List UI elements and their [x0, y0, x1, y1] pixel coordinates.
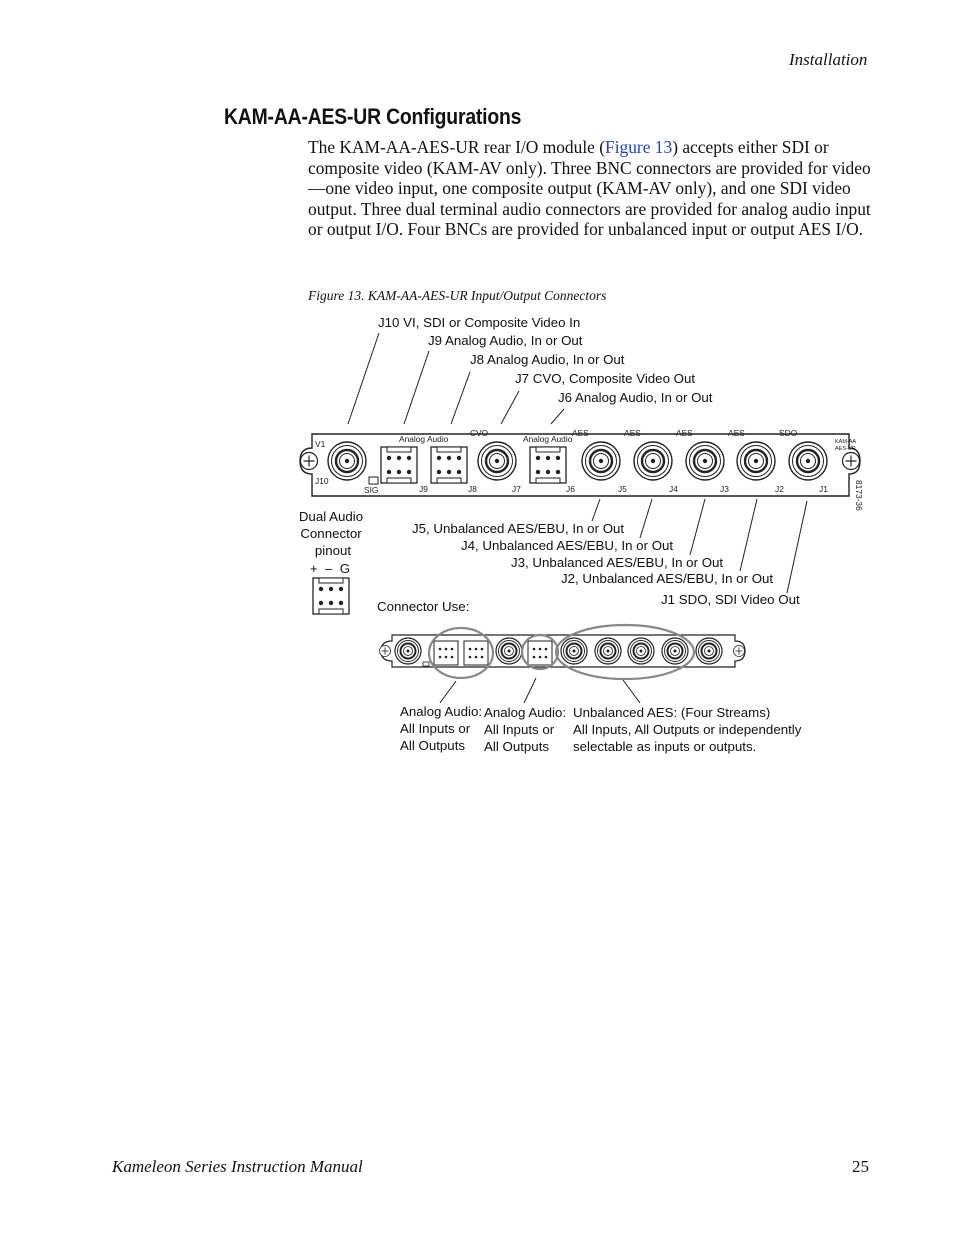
- paragraph-text-start: The KAM-AA-AES-UR rear I/O module (: [308, 137, 606, 157]
- section-title: KAM-AA-AES-UR Configurations: [224, 104, 522, 129]
- screw-right-icon: [843, 453, 860, 470]
- small-bnc-j10-icon: [395, 638, 421, 664]
- callout-j8: J8 Analog Audio, In or Out: [470, 352, 625, 367]
- panel-label-aes-4: AES: [728, 428, 745, 438]
- figure-caption: Figure 13. KAM-AA-AES-UR Input/Output Connectors: [308, 288, 607, 303]
- small-audio-j9-icon: [434, 641, 458, 665]
- audio-j8-icon: [431, 447, 467, 483]
- screw-left-icon: [301, 453, 318, 470]
- small-bnc-j3-icon: [628, 638, 654, 664]
- use-group3-line3: selectable as inputs or outputs.: [573, 739, 757, 754]
- panel-label-module-1: KAM-AA: [835, 439, 857, 445]
- bnc-j5-icon: [582, 442, 620, 480]
- connector-use-panel: [379, 625, 745, 679]
- callout-j10: J10 VI, SDI or Composite Video In: [378, 315, 581, 330]
- paragraph-text-end: ) accepts either SDI or composite video (KAM-AV only). Three BNC connectors are provided for video—one video input, one composite output (KAM-AV only), and one SDI video output. Three dual terminal audio connectors are provided for analog audio input or output I/O. Four BNCs are provided for unbalanced input or output AES I/O.: [308, 137, 871, 239]
- pinout-pins-label: + – G: [309, 561, 351, 576]
- bnc-j7-icon: [478, 442, 516, 480]
- use-group2-line2: All Inputs or: [484, 722, 555, 737]
- panel-label-j1: J1: [819, 484, 828, 494]
- panel-label-aes-3: AES: [676, 428, 693, 438]
- callout-j6: J6 Analog Audio, In or Out: [558, 390, 713, 405]
- pinout-label-3: pinout: [314, 543, 352, 558]
- connector-use-leader-lines: [440, 678, 640, 703]
- small-bnc-j5-icon: [561, 638, 587, 664]
- use-group2-line1: Analog Audio:: [484, 705, 567, 720]
- rear-io-panel: [300, 428, 860, 496]
- bnc-j2-icon: [737, 442, 775, 480]
- panel-label-j9: J9: [419, 484, 428, 494]
- callout-j1: J1 SDO, SDI Video Out: [661, 592, 800, 607]
- panel-label-analog-audio-a: Analog Audio: [399, 434, 449, 444]
- panel-label-module-2: AES-UR: [835, 446, 856, 452]
- panel-label-j5: J5: [618, 484, 627, 494]
- audio-j9-icon: [381, 447, 417, 483]
- small-screw-left-icon: [379, 645, 390, 656]
- use-group1-line3: All Outputs: [400, 738, 466, 753]
- pinout-label-2: Connector: [300, 526, 362, 541]
- small-bnc-j7-icon: [496, 638, 522, 664]
- bnc-j10-icon: [328, 442, 366, 480]
- drawing-number: 8173-36: [854, 480, 864, 511]
- pinout-label-1: Dual Audio: [298, 509, 364, 524]
- connector-use-title: Connector Use:: [377, 599, 470, 614]
- bnc-j1-icon: [789, 442, 827, 480]
- running-header: Installation: [789, 50, 868, 69]
- use-group1-line1: Analog Audio:: [400, 704, 483, 719]
- use-group2-line3: All Outputs: [484, 739, 550, 754]
- panel-label-sdo: SDO: [779, 428, 798, 438]
- use-group3-line2: All Inputs, All Outputs or independently: [573, 722, 802, 737]
- panel-label-j10: J10: [315, 476, 329, 486]
- small-audio-j8-icon: [464, 641, 488, 665]
- use-group3-line1: Unbalanced AES: (Four Streams): [573, 705, 771, 720]
- small-bnc-j2-icon: [662, 638, 688, 664]
- sig-led-icon: [369, 477, 378, 484]
- use-group1-line2: All Inputs or: [400, 721, 471, 736]
- panel-label-cvo: CVO: [470, 428, 489, 438]
- panel-label-j8: J8: [468, 484, 477, 494]
- small-audio-j6-icon: [528, 641, 552, 665]
- panel-label-j3: J3: [720, 484, 729, 494]
- panel-label-j4: J4: [669, 484, 678, 494]
- footer-manual-title: Kameleon Series Instruction Manual: [112, 1157, 363, 1176]
- panel-label-sig: SIG: [364, 485, 379, 495]
- bnc-j4-icon: [634, 442, 672, 480]
- panel-label-aes-1: AES: [572, 428, 589, 438]
- figure-13-link[interactable]: Figure 13: [605, 137, 673, 157]
- callout-j3: J3, Unbalanced AES/EBU, In or Out: [511, 555, 724, 570]
- panel-label-v1: V1: [315, 439, 326, 449]
- footer-page-number: 25: [852, 1157, 869, 1176]
- callout-j4: J4, Unbalanced AES/EBU, In or Out: [461, 538, 674, 553]
- panel-label-j6: J6: [566, 484, 575, 494]
- callout-j5: J5, Unbalanced AES/EBU, In or Out: [412, 521, 625, 536]
- panel-label-analog-audio-b: Analog Audio: [523, 434, 573, 444]
- panel-label-aes-2: AES: [624, 428, 641, 438]
- small-screw-right-icon: [733, 645, 744, 656]
- panel-label-j7: J7: [512, 484, 521, 494]
- callout-j9: J9 Analog Audio, In or Out: [428, 333, 583, 348]
- pinout-connector-icon: [313, 578, 349, 614]
- callout-j7: J7 CVO, Composite Video Out: [515, 371, 696, 386]
- panel-label-j2: J2: [775, 484, 784, 494]
- audio-j6-icon: [530, 447, 566, 483]
- small-bnc-j1-icon: [696, 638, 722, 664]
- bnc-j3-icon: [686, 442, 724, 480]
- small-bnc-j4-icon: [595, 638, 621, 664]
- callout-j2: J2, Unbalanced AES/EBU, In or Out: [561, 571, 774, 586]
